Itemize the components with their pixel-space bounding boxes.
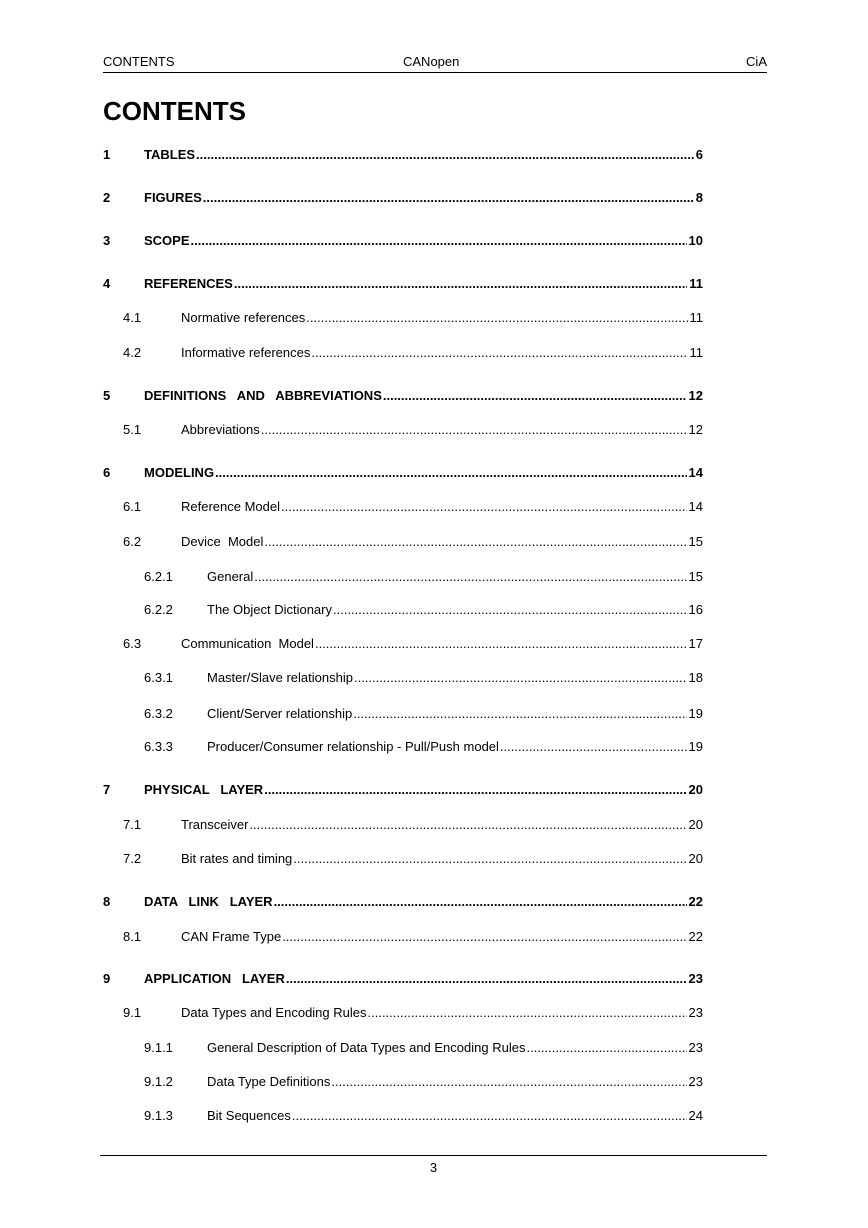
toc-entry-number: 6.1: [123, 499, 142, 514]
toc-entry-label: TABLES: [144, 147, 196, 162]
toc-entry[interactable]: [144, 1073, 703, 1091]
toc-entry-number: 4.1: [123, 310, 142, 325]
toc-dot-leader: [311, 344, 687, 362]
toc-entry-page: 11: [689, 345, 703, 360]
toc-dot-leader: [191, 232, 687, 250]
toc-entry-label: Data Type Definitions: [207, 1074, 331, 1089]
toc-entry-page: 18: [688, 670, 703, 685]
toc-entry-label: CAN Frame Type: [181, 929, 282, 944]
toc-entry-number: 3: [103, 233, 111, 248]
toc-entry[interactable]: [144, 669, 703, 687]
toc-entry[interactable]: [123, 309, 703, 327]
toc-dot-leader: [254, 568, 686, 586]
toc-entry-page: 15: [688, 569, 703, 584]
header-section-title: CONTENTS: [103, 54, 175, 69]
toc-dot-leader: [354, 669, 687, 687]
toc-entry[interactable]: [123, 1004, 703, 1022]
toc-entry-number: 8.1: [123, 929, 142, 944]
toc-entry-label: Transceiver: [181, 817, 249, 832]
toc-entry-label: Bit Sequences: [207, 1108, 291, 1123]
toc-entry-number: 6: [103, 465, 111, 480]
toc-entry-page: 19: [688, 739, 703, 754]
toc-entry-label: Reference Model: [181, 499, 280, 514]
toc-entry-label: Abbreviations: [181, 422, 260, 437]
toc-entry-page: 14: [688, 465, 703, 480]
toc-entry-label: Device Model: [181, 534, 264, 549]
toc-entry[interactable]: [103, 232, 703, 250]
header-document-title: CANopen: [403, 54, 460, 69]
toc-entry[interactable]: [123, 421, 703, 439]
toc-entry-page: 17: [688, 636, 703, 651]
toc-entry-number: 7.1: [123, 817, 142, 832]
toc-entry[interactable]: [123, 850, 703, 868]
toc-entry-page: 10: [688, 233, 703, 248]
toc-dot-leader: [293, 850, 686, 868]
toc-entry-label: MODELING: [144, 465, 215, 480]
toc-entry-label: Producer/Consumer relationship - Pull/Push model: [207, 739, 499, 754]
toc-dot-leader: [286, 970, 687, 988]
toc-entry-page: 20: [688, 817, 703, 832]
toc-entry-number: 8: [103, 894, 111, 909]
toc-dot-leader: [281, 498, 687, 516]
toc-entry-label: DATA LINK LAYER: [144, 894, 273, 909]
toc-dot-leader: [264, 533, 686, 551]
toc-dot-leader: [331, 1073, 686, 1091]
footer-page-number: 3: [429, 1160, 438, 1175]
toc-entry[interactable]: [144, 705, 703, 723]
toc-entry-label: REFERENCES: [144, 276, 233, 291]
toc-dot-leader: [526, 1039, 686, 1057]
toc-entry[interactable]: [103, 893, 703, 911]
toc-entry-page: 16: [688, 602, 703, 617]
toc-entry-page: 23: [688, 1074, 703, 1089]
toc-entry[interactable]: [144, 601, 703, 619]
toc-entry-label: General: [207, 569, 254, 584]
toc-entry-page: 14: [688, 499, 703, 514]
toc-entry-page: 22: [688, 929, 703, 944]
toc-entry-number: 2: [103, 190, 111, 205]
toc-entry-number: 6.3.2: [144, 706, 173, 721]
toc-entry[interactable]: [123, 344, 703, 362]
toc-entry-label: Data Types and Encoding Rules: [181, 1005, 367, 1020]
toc-entry-number: 6.2: [123, 534, 142, 549]
toc-entry-number: 9: [103, 971, 111, 986]
toc-entry-number: 6.2.2: [144, 602, 173, 617]
toc-entry-label: Informative references: [181, 345, 311, 360]
toc-entry-label: Master/Slave relationship: [207, 670, 353, 685]
page-title: CONTENTS: [103, 96, 246, 126]
toc-entry[interactable]: [103, 970, 703, 988]
toc-entry[interactable]: [123, 533, 703, 551]
toc-dot-leader: [274, 893, 687, 911]
toc-entry-number: 4: [103, 276, 111, 291]
toc-entry[interactable]: [144, 1039, 703, 1057]
toc-entry[interactable]: [103, 189, 703, 207]
toc-entry-number: 5: [103, 388, 111, 403]
toc-entry[interactable]: [103, 275, 703, 293]
toc-dot-leader: [196, 146, 694, 164]
toc-entry-page: 23: [688, 971, 703, 986]
toc-entry[interactable]: [103, 387, 703, 405]
toc-entry-page: 8: [695, 190, 703, 205]
toc-entry[interactable]: [144, 1107, 703, 1125]
toc-entry-label: The Object Dictionary: [207, 602, 332, 617]
toc-entry-label: Client/Server relationship: [207, 706, 353, 721]
toc-entry-page: 11: [689, 276, 703, 291]
toc-entry-number: 6.3.1: [144, 670, 173, 685]
toc-dot-leader: [383, 387, 687, 405]
toc-entry-number: 6.3.3: [144, 739, 173, 754]
header-organization: CiA: [746, 54, 767, 69]
toc-entry-label: SCOPE: [144, 233, 190, 248]
toc-entry-page: 12: [688, 422, 703, 437]
toc-entry-number: 1: [103, 147, 111, 162]
toc-dot-leader: [203, 189, 694, 207]
toc-entry-number: 9.1.3: [144, 1108, 173, 1123]
toc-entry-page: 19: [688, 706, 703, 721]
toc-entry-page: 23: [688, 1040, 703, 1055]
toc-entry[interactable]: [123, 816, 703, 834]
toc-entry-page: 6: [695, 147, 703, 162]
toc-entry-label: General Description of Data Types and Encoding Rules: [207, 1040, 526, 1055]
toc-entry-number: 9.1: [123, 1005, 142, 1020]
toc-entry-label: APPLICATION LAYER: [144, 971, 285, 986]
toc-dot-leader: [249, 816, 686, 834]
toc-dot-leader: [234, 275, 687, 293]
toc-dot-leader: [353, 705, 686, 723]
toc-dot-leader: [261, 421, 687, 439]
toc-dot-leader: [282, 928, 686, 946]
toc-entry-page: 24: [688, 1108, 703, 1123]
toc-entry-number: 5.1: [123, 422, 142, 437]
toc-entry-page: 20: [688, 851, 703, 866]
toc-dot-leader: [315, 635, 687, 653]
toc-entry-page: 12: [688, 388, 703, 403]
toc-entry-page: 20: [688, 782, 703, 797]
toc-entry[interactable]: [103, 146, 703, 164]
toc-entry-number: 4.2: [123, 345, 142, 360]
toc-dot-leader: [500, 738, 687, 756]
toc-entry[interactable]: [144, 738, 703, 756]
toc-entry-label: FIGURES: [144, 190, 202, 205]
toc-entry[interactable]: [123, 635, 703, 653]
toc-entry-number: 6.2.1: [144, 569, 173, 584]
toc-entry[interactable]: [103, 464, 703, 482]
toc-dot-leader: [368, 1004, 687, 1022]
toc-entry-number: 6.3: [123, 636, 142, 651]
toc-entry-page: 15: [688, 534, 703, 549]
toc-dot-leader: [215, 464, 686, 482]
toc-entry[interactable]: [123, 928, 703, 946]
page-footer: [100, 1155, 767, 1175]
toc-entry-label: PHYSICAL LAYER: [144, 782, 264, 797]
toc-dot-leader: [264, 781, 686, 799]
toc-entry-label: DEFINITIONS AND ABBREVIATIONS: [144, 388, 382, 403]
toc-entry-label: Bit rates and timing: [181, 851, 293, 866]
toc-dot-leader: [333, 601, 687, 619]
toc-entry[interactable]: [144, 568, 703, 586]
toc-entry-number: 7.2: [123, 851, 142, 866]
toc-entry-page: 11: [689, 310, 703, 325]
toc-entry-number: 9.1.1: [144, 1040, 173, 1055]
toc-entry-page: 23: [688, 1005, 703, 1020]
toc-entry-number: 9.1.2: [144, 1074, 173, 1089]
toc-entry-label: Communication Model: [181, 636, 314, 651]
toc-dot-leader: [306, 309, 687, 327]
toc-entry[interactable]: [103, 781, 703, 799]
toc-entry-label: Normative references: [181, 310, 306, 325]
toc-entry-page: 22: [688, 894, 703, 909]
toc-entry-number: 7: [103, 782, 111, 797]
toc-entry[interactable]: [123, 498, 703, 516]
toc-dot-leader: [292, 1107, 687, 1125]
